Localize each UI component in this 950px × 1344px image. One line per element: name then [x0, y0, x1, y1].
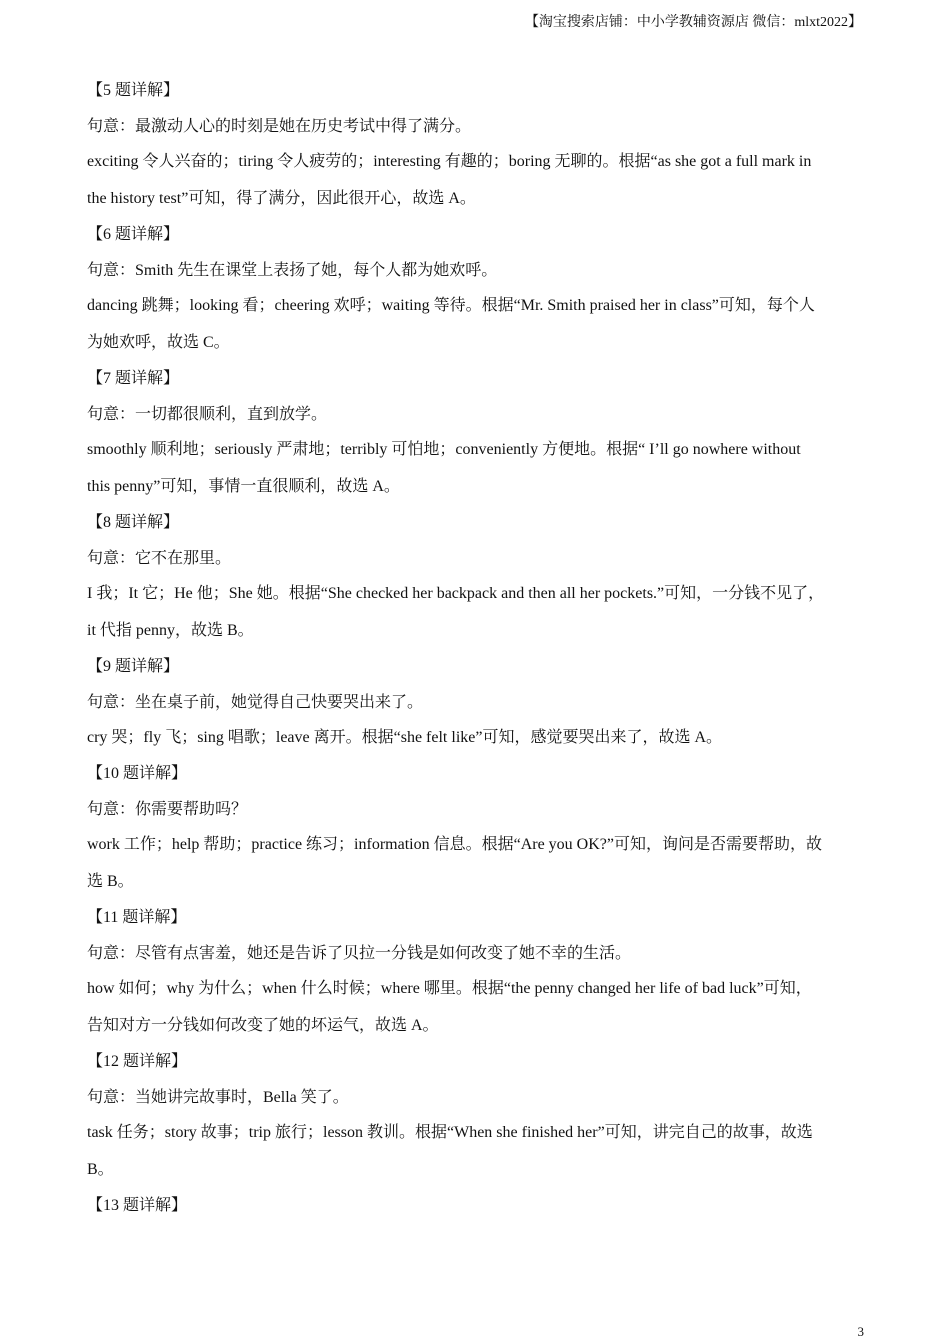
explanation-line: task 任务；story 故事；trip 旅行；lesson 教训。根据“When she finished her”可知，讲完自己的故事，故选 [87, 1123, 813, 1141]
explanation-line: dancing 跳舞；looking 看；cheering 欢呼；waiting 等待。根据“Mr. Smith praised her in class”可知，每个人 [87, 296, 815, 314]
section-title: 【11 题详解】 [87, 909, 187, 926]
explanation-line: smoothly 顺利地；seriously 严肃地；terribly 可怕地；conveniently 方便地。根据“ I’ll go nowhere without [87, 440, 801, 458]
explanation-line: I 我；It 它；He 他；She 她。根据“She checked her backpack and then all her pockets.”可知，一分钱不见了， [87, 584, 825, 602]
explanation-line: how 如何；why 为什么；when 什么时候；where 哪里。根据“the penny changed her life of bad luck”可知， [87, 979, 812, 997]
page-header: 【淘宝搜索店铺：中小学教辅资源店 微信：mlxt2022】 [524, 15, 862, 30]
explanation-line: 为她欢呼，故选 C。 [87, 333, 230, 351]
explanation-line: work 工作；help 帮助；practice 练习；information 信息。根据“Are you OK?”可知，询问是否需要帮助，故 [87, 835, 822, 853]
section-title: 【12 题详解】 [87, 1053, 188, 1070]
explanation-line: B。 [87, 1160, 114, 1178]
explanation-line: it 代指 penny，故选 B。 [87, 621, 254, 639]
sentence-meaning: 句意：一切都很顺利，直到放学。 [87, 405, 328, 423]
section-title: 【13 题详解】 [87, 1197, 188, 1214]
sentence-meaning: 句意：你需要帮助吗？ [87, 800, 248, 818]
sentence-meaning: 句意：坐在桌子前，她觉得自己快要哭出来了。 [87, 693, 424, 711]
section-title: 【8 题详解】 [87, 514, 180, 531]
section-title: 【5 题详解】 [87, 82, 180, 99]
explanation-line: this penny”可知，事情一直很顺利，故选 A。 [87, 477, 400, 495]
page-number: 3 [857, 1324, 864, 1339]
sentence-meaning: 句意：当她讲完故事时，Bella 笑了。 [87, 1088, 349, 1106]
explanation-line: 选 B。 [87, 872, 134, 890]
section-title: 【6 题详解】 [87, 226, 180, 243]
sentence-meaning: 句意：尽管有点害羞，她还是告诉了贝拉一分钱是如何改变了她不幸的生活。 [87, 944, 632, 962]
explanation-line: cry 哭；fly 飞；sing 唱歌；leave 离开。根据“she felt like”可知，感觉要哭出来了，故选 A。 [87, 728, 723, 746]
sentence-meaning: 句意：最激动人心的时刻是她在历史考试中得了满分。 [87, 117, 472, 135]
section-title: 【10 题详解】 [87, 765, 188, 782]
sentence-meaning: 句意：Smith 先生在课堂上表扬了她，每个人都为她欢呼。 [87, 261, 498, 279]
explanation-line: 告知对方一分钱如何改变了她的坏运气，故选 A。 [87, 1016, 439, 1034]
explanation-line: the history test”可知，得了满分，因此很开心，故选 A。 [87, 189, 476, 207]
answer-explanations [87, 78, 867, 1230]
section-title: 【9 题详解】 [87, 658, 180, 675]
sentence-meaning: 句意：它不在那里。 [87, 549, 232, 567]
explanation-line: exciting 令人兴奋的；tiring 令人疲劳的；interesting 有趣的；boring 无聊的。根据“as she got a full mark in [87, 152, 812, 170]
section-title: 【7 题详解】 [87, 370, 180, 387]
